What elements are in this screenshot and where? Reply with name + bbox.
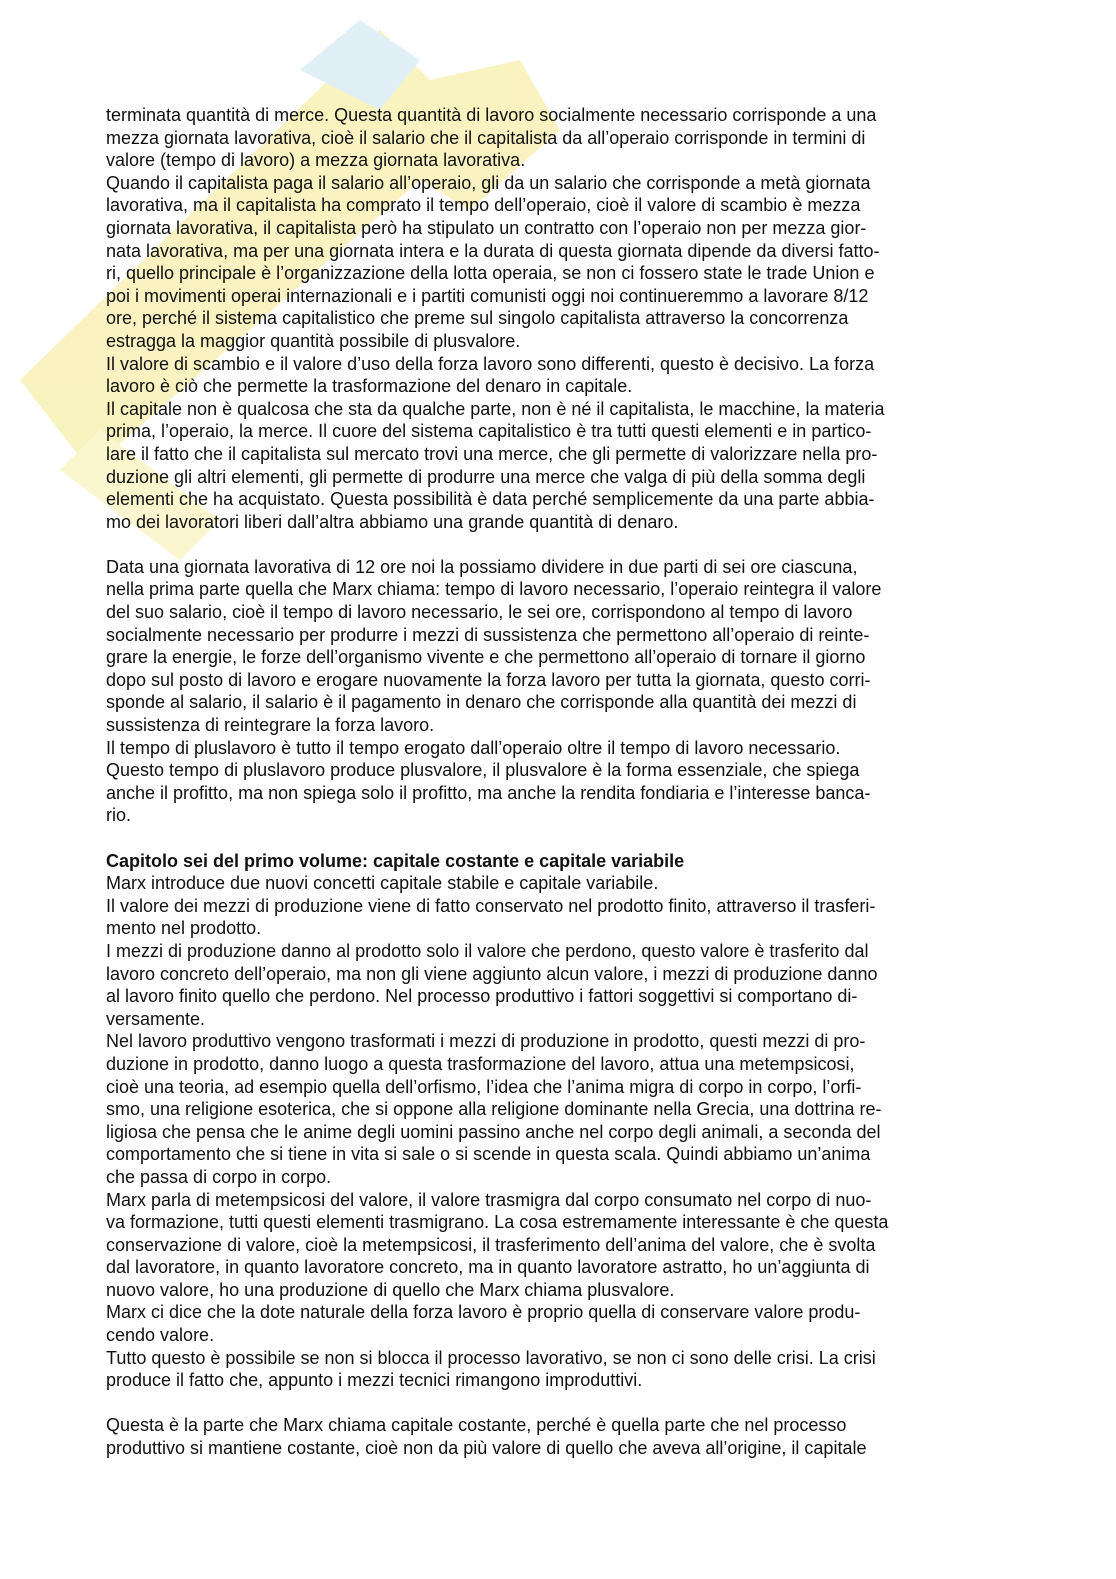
- text-line: ore, perché il sistema capitalistico che preme sul singolo capitalista attraverso la concorrenza: [106, 308, 849, 329]
- text-line: lavoro è ciò che permette la trasformazione del denaro in capitale.: [106, 376, 633, 397]
- paragraph-gap: [106, 827, 1006, 850]
- text-line: Nel lavoro produttivo vengono trasformati i mezzi di produzione in prodotto, questi mezzi di pro-: [106, 1031, 866, 1052]
- text-line: mento nel prodotto.: [106, 918, 262, 939]
- text-line: prima, l’operaio, la merce. Il cuore del sistema capitalistico è tra tutti questi elementi e in partico-: [106, 421, 872, 442]
- text-line: va formazione, tutti questi elementi trasmigrano. La cosa estremamente interessante è che questa: [106, 1212, 889, 1233]
- text-line: comportamento che si tiene in vita si sale o si scende in questa scala. Quindi abbiamo un’anima: [106, 1144, 871, 1165]
- text-line: mo dei lavoratori liberi dall’altra abbiamo una grande quantità di denaro.: [106, 511, 679, 532]
- text-line: valore (tempo di lavoro) a mezza giornata lavorativa.: [106, 150, 526, 171]
- text-line: Il valore dei mezzi di produzione viene di fatto conservato nel prodotto finito, attraverso il trasferi-: [106, 895, 876, 916]
- text-line: produce il fatto che, appunto i mezzi tecnici rimangono improduttivi.: [106, 1370, 643, 1391]
- text-line: cioè una teoria, ad esempio quella dell’orfismo, l’idea che l’anima migra di corpo in corpo, l’orfi-: [106, 1076, 862, 1097]
- text-line: Marx introduce due nuovi concetti capitale stabile e capitale variabile.: [106, 873, 659, 894]
- text-line: Tutto questo è possibile se non si blocca il processo lavorativo, se non ci sono delle crisi. La crisi: [106, 1347, 876, 1368]
- section-heading: Capitolo sei del primo volume: capitale costante e capitale variabile: [106, 850, 685, 871]
- text-line: cendo valore.: [106, 1325, 215, 1346]
- text-line: nuovo valore, ho una produzione di quello che Marx chiama plusvalore.: [106, 1279, 675, 1300]
- watermark-accent: [300, 20, 420, 110]
- text-line: produttivo si mantiene costante, cioè non da più valore di quello che aveva all’origine, il capitale: [106, 1438, 867, 1459]
- text-line: sussistenza di reintegrare la forza lavoro.: [106, 715, 435, 736]
- text-line: lavorativa, ma il capitalista ha comprato il tempo dell’operaio, cioè il valore di scambio è mezza: [106, 195, 861, 216]
- text-line: lare il fatto che il capitalista sul mercato trovi una merce, che gli permette di valorizzare nella pro-: [106, 443, 878, 464]
- text-line: terminata quantità di merce. Questa quantità di lavoro socialmente necessario corrisponde a una: [106, 105, 877, 125]
- text-line: Il capitale non è qualcosa che sta da qualche parte, non è né il capitalista, le macchine, la materia: [106, 398, 885, 419]
- paragraph-block-1: [106, 104, 1006, 533]
- text-line: Questo tempo di pluslavoro produce plusvalore, il plusvalore è la forma essenziale, che spiega: [106, 760, 860, 781]
- text-line: mezza giornata lavorativa, cioè il salario che il capitalista da all’operaio corrisponde in termini di: [106, 127, 866, 148]
- text-line: elementi che ha acquistato. Questa possibilità è data perché semplicemente da una parte abbia-: [106, 489, 875, 510]
- text-line: Quando il capitalista paga il salario all’operaio, gli da un salario che corrisponde a metà giornata: [106, 172, 871, 193]
- text-line: grare la energie, le forze dell’organismo vivente e che permettono all’operaio di tornare il giorno: [106, 647, 866, 668]
- text-line: nata lavorativa, ma per una giornata intera e la durata di questa giornata dipende da diversi fatto-: [106, 240, 880, 261]
- text-line: sponde al salario, il salario è il pagamento in denaro che corrisponde alla quantità dei mezzi di: [106, 692, 857, 713]
- document-page: [106, 104, 1006, 1460]
- text-line: ligiosa che pensa che le anime degli uomini passino anche nel corpo degli animali, a seconda del: [106, 1121, 881, 1142]
- text-line: lavoro concreto dell’operaio, ma non gli viene aggiunto alcun valore, i mezzi di produzione danno: [106, 963, 878, 984]
- text-line: del suo salario, cioè il tempo di lavoro necessario, le sei ore, corrispondono al tempo di lavoro: [106, 602, 853, 623]
- text-line: socialmente necessario per produrre i mezzi di sussistenza che permettono all’operaio di reinte-: [106, 624, 870, 645]
- text-line: che passa di corpo in corpo.: [106, 1166, 332, 1187]
- text-line: versamente.: [106, 1008, 206, 1029]
- text-line: nella prima parte quella che Marx chiama: tempo di lavoro necessario, l’operaio reintegra il valore: [106, 579, 882, 600]
- text-line: Marx parla di metempsicosi del valore, il valore trasmigra dal corpo consumato nel corpo di nuo-: [106, 1189, 872, 1210]
- text-line: Questa è la parte che Marx chiama capitale costante, perché è quella parte che nel processo: [106, 1415, 847, 1436]
- paragraph-block-2: [106, 556, 1006, 827]
- text-line: poi i movimenti operai internazionali e i partiti comunisti oggi noi continueremmo a lavorare 8/12: [106, 285, 869, 306]
- paragraph-block-3: [106, 872, 1006, 1392]
- text-line: Data una giornata lavorativa di 12 ore noi la possiamo dividere in due parti di sei ore ciascuna,: [106, 556, 858, 577]
- text-line: ri, quello principale è l’organizzazione della lotta operaia, se non ci fossero state le trade Union e: [106, 263, 875, 284]
- text-line: conservazione di valore, cioè la metempsicosi, il trasferimento dell’anima del valore, che è svolta: [106, 1234, 876, 1255]
- text-line: dopo sul posto di lavoro e erogare nuovamente la forza lavoro per tutta la giornata, questo corri-: [106, 669, 871, 690]
- text-line: giornata lavorativa, il capitalista però ha stipulato un contratto con l’operaio non per mezza gior-: [106, 217, 867, 238]
- text-line: dal lavoratore, in quanto lavoratore concreto, ma in quanto lavoratore astratto, ho un’aggiunta di: [106, 1257, 870, 1278]
- text-line: smo, una religione esoterica, che si oppone alla religione dominante nella Grecia, una dottrina re-: [106, 1099, 882, 1120]
- text-line: Il valore di scambio e il valore d’uso della forza lavoro sono differenti, questo è decisivo. La forza: [106, 353, 875, 374]
- text-line: duzione in prodotto, danno luogo a questa trasformazione del lavoro, attua una metempsicosi,: [106, 1053, 855, 1074]
- text-line: rio.: [106, 805, 132, 826]
- text-line: duzione gli altri elementi, gli permette di produrre una merce che valga di più della somma degli: [106, 466, 866, 487]
- paragraph-block-4: [106, 1414, 1006, 1459]
- text-line: al lavoro finito quello che perdono. Nel processo produttivo i fattori soggettivi si comportano di-: [106, 986, 858, 1007]
- text-line: Il tempo di pluslavoro è tutto il tempo erogato dall’operaio oltre il tempo di lavoro necessario.: [106, 737, 841, 758]
- text-line: estragga la maggior quantità possibile di plusvalore.: [106, 330, 521, 351]
- text-line: I mezzi di produzione danno al prodotto solo il valore che perdono, questo valore è trasferito dal: [106, 940, 869, 961]
- paragraph-gap: [106, 1392, 1006, 1415]
- paragraph-gap: [106, 533, 1006, 556]
- text-line: anche il profitto, ma non spiega solo il profitto, ma anche la rendita fondiaria e l’interesse banca-: [106, 782, 871, 803]
- text-line: Marx ci dice che la dote naturale della forza lavoro è proprio quella di conservare valore produ-: [106, 1302, 861, 1323]
